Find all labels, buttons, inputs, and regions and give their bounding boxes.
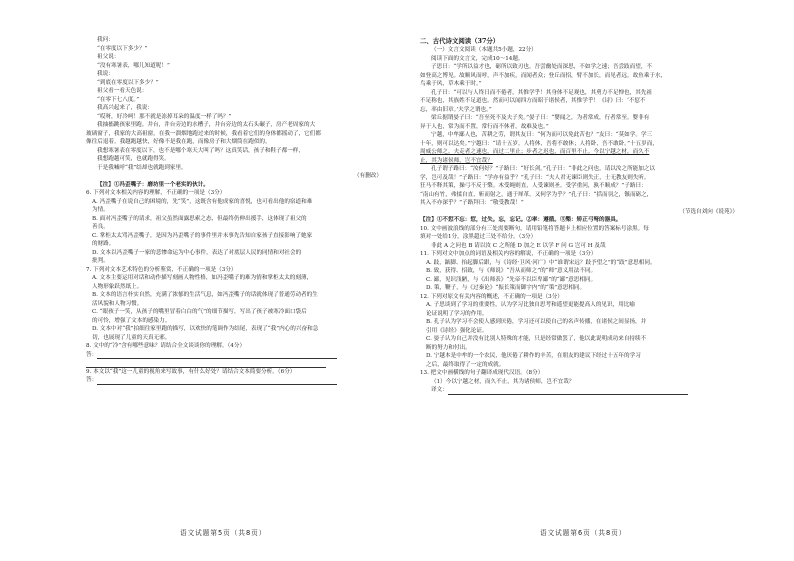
right-text-line	[420, 36, 742, 46]
line-text: 9. 本文以“我”这一儿童的视角来写故事，有什么好处？请结合文本简要分析。（6分）	[86, 368, 296, 375]
line-text: 8. 文中的“冷”含有哪些意味？请结合全文谈谈你的理解。（4分）	[86, 343, 246, 349]
left-text-line	[86, 147, 386, 156]
line-text: C. 鄙，见识浅陋，与《出师表》“先帝不以臣卑鄙”的“鄙”意思相同。	[426, 276, 597, 283]
line-text: 于是我喊呼“我”结却也就跑到家里。	[97, 164, 187, 171]
line-text: （节选自刘向《说苑》）	[679, 208, 738, 215]
left-text-line	[86, 45, 386, 54]
right-text-line	[420, 97, 742, 106]
line-text: 孔子曰：“可以与人终日而不倦者，其惟学乎！其身体不足观也，其勇力不足惮也，其先祖	[431, 89, 653, 96]
left-text-line	[86, 359, 386, 368]
line-text: 忘，率由旧章。’夫学之谓也。”	[420, 106, 492, 113]
line-text: 【注】①不愆不忘：愆，过失。忘，忘记。②率：遵循。③檠：矫正弓弩的器具。	[420, 217, 622, 223]
left-text-line	[86, 70, 386, 79]
line-text: A. 冯歪嘴子在说自己的困境的，先“笑”，这既含有他成家的喜悦，也可看出他的宿道和难	[92, 198, 313, 205]
left-text-line	[86, 53, 386, 62]
line-text: A. 子思谈到了学习的重要性，认为学习比独自思考和遥望更能提高人的见识，用比喻	[426, 302, 635, 308]
line-text: B. 孔子认为学习不会使人感到厌倦，学习还可以使自己的名声传播，在诸侯之间显扬，并	[426, 319, 647, 325]
line-text: 玻璃窗子，我家的大高祖窗，在我一溜烟地跑过来的时候，我看着它们的身体都摇动了，它们都	[86, 130, 321, 137]
right-text-line	[420, 208, 742, 217]
line-text: 祖父说：	[97, 54, 120, 60]
right-text-line	[420, 327, 742, 336]
right-text-line	[420, 216, 742, 225]
line-text: 像往后退着。我越跑越快，好像不是我在跑，而像房子和大烟筒在跑似的。	[86, 139, 271, 145]
line-text: A. 跂，踮脚、抬起脚后跟，与《诗经·卫风·河广》中“谁谓宋远？跂予望之”的“跂”意思相同。	[426, 259, 656, 266]
line-text: 我说：	[97, 71, 114, 77]
right-text-line	[420, 114, 742, 123]
right-text-line	[420, 378, 742, 387]
right-text-line	[420, 233, 742, 242]
right-text-line	[420, 335, 742, 344]
right-text-line	[420, 63, 742, 72]
right-page-footer: 语文试题第6页（共8页）	[540, 529, 627, 537]
right-page	[420, 36, 742, 524]
left-text-line	[86, 249, 386, 258]
left-text-line	[86, 342, 386, 351]
line-text: 止，其为诸侯师，岂不宜哉？	[420, 157, 493, 164]
left-page	[86, 36, 386, 524]
line-text: A. 文本主要运用对话和动作描写刻画人物性格，如冯歪嘴子的难为情和掌柜太太的刻薄，	[92, 275, 313, 281]
line-text: 之后，最终取得了一定的成就。	[426, 361, 505, 368]
line-text: 的财路。	[92, 241, 115, 247]
left-text-line	[86, 96, 386, 105]
line-text: 人物形象跃然纸上。	[92, 283, 143, 290]
line-text: 6. 下列对文本相关内容的理解，不正确的一项是（3分）	[86, 190, 226, 196]
right-text-line	[420, 301, 742, 310]
right-text-line	[420, 174, 742, 183]
line-text: “没有寒暑表，哪儿知道呢！”	[97, 62, 170, 69]
line-text: 我想寒暑表在零度以下，也不是哪个寒天大叫了吗？这真笑话，孩子和鞋子都一样，	[97, 147, 304, 154]
right-text-line	[420, 369, 742, 378]
left-text-line	[86, 79, 386, 88]
line-text: “南山有竹，弗揉自直，斩而射之，通于犀革。又何学为乎？”孔子曰：“括而羽之，镞而砺之，	[420, 191, 653, 198]
line-text: 11. 下列对文中加点的词语及相关内容的解说，不正确的一项是（3分）	[420, 251, 597, 257]
line-text: D. 文本以冯歪嘴子一家的悲惨命运为中心事件，表达了对底层人民的同情和对社会的	[92, 249, 302, 256]
left-text-line	[86, 113, 386, 122]
right-text-line	[420, 225, 742, 234]
left-text-line	[86, 164, 386, 173]
left-text-line	[86, 257, 386, 266]
line-text: 二、古代诗文阅读（37分）	[420, 37, 500, 45]
left-text-line	[86, 300, 386, 309]
right-text-line	[420, 259, 742, 268]
line-text: 鸟乘于风，草木乘于时。”	[420, 81, 482, 87]
left-text-line	[86, 138, 386, 147]
left-text-line	[86, 215, 386, 224]
left-page-footer: 语文试题第5页（共8页）	[180, 529, 267, 537]
line-text: 译文：	[431, 387, 448, 393]
line-text: 7. 下列对文本艺术特色的分析鉴赏，不正确的一项是（3分）	[86, 266, 237, 273]
line-text: “在零下七八度。”	[97, 96, 140, 103]
right-text-line	[420, 72, 742, 81]
right-text-line	[420, 123, 742, 132]
right-text-line	[420, 293, 742, 302]
right-text-line	[420, 284, 742, 293]
right-text-line	[420, 199, 742, 208]
line-text: 十年，则可以达矣。”宁越曰：“请十五岁。人将休，吾将不敢休；人将卧，吾不敢卧。”十五岁而，	[420, 140, 658, 147]
line-text: 善良。	[92, 224, 109, 230]
right-text-line	[420, 89, 742, 98]
right-text-line	[420, 55, 742, 64]
left-text-line	[86, 376, 386, 385]
line-text: 梁丘据谓晏子曰：“吾至死不及夫子矣。”晏子曰：“婴闻之，为者常成，行者常至。婴非有	[431, 115, 650, 121]
line-text: C. 掌柜太太骂冯歪嘴子，是因为冯歪嘴子的事件里并未事先告知自家孩子直接影响了她家	[92, 232, 313, 239]
right-text-line	[420, 318, 742, 327]
left-text-line	[86, 368, 386, 377]
left-text-line	[86, 189, 386, 198]
right-text-line	[420, 80, 742, 89]
line-text: 孔子谓子路曰：“汝何好？”子路曰：“好长剑。”孔子曰：“非此之问也，请以汝之所能加之以	[431, 166, 656, 172]
left-text-line	[86, 291, 386, 300]
line-text: “在零度以下多少？”	[97, 45, 148, 52]
line-text: 论证说明了学习的作用。	[426, 310, 488, 317]
answer-blank-line	[97, 378, 337, 385]
right-text-line	[420, 131, 742, 140]
left-text-line	[86, 351, 386, 360]
left-text-line	[86, 62, 386, 71]
line-text: 切，也展现了儿童的天真无邪。	[92, 334, 171, 341]
line-text: 狂马不释其策，操弓不反于檠。木受绳则直，人受谏则圣。受学重问，孰不顺成？”子路曰：	[420, 183, 647, 189]
right-text-line	[420, 191, 742, 200]
right-text-line	[420, 344, 742, 353]
right-text-line	[420, 242, 742, 251]
right-text-line	[420, 310, 742, 319]
line-text: 填对一处给1分，涂黑超过三处不给分。（3分）	[420, 234, 537, 240]
line-text: 子思曰：“学所以益才也，砺所以致刃也。吾尝幽处而深思，不如学之速；吾尝跂而望，不	[431, 64, 653, 70]
line-text: 不足称也，其族姓不足道也。然而可以闻四方而昭于诸侯者，其惟学乎！《诗》曰：‘不愆不	[420, 98, 646, 104]
left-text-line	[86, 274, 386, 283]
line-text: D. 宁越本是中牟的一个农民，他厌倦了耕作的辛苦，在朋友的建议下经过十五年的学习	[426, 353, 641, 359]
left-text-line	[86, 206, 386, 215]
line-text: 12. 下列对原文有关内容的概述，不正确的一项是（3分）	[420, 293, 563, 300]
left-text-line	[86, 232, 386, 241]
left-text-line	[86, 240, 386, 249]
right-text-line	[420, 352, 742, 361]
line-text: B. 文本的语言朴实自然，充满了浓郁的生活气息，如冯歪嘴子的话就体现了普通劳动者的生	[92, 292, 318, 298]
line-text: B. 面对冯歪嘴子的请求，祖父虽然面露思索之态，但最终仍伸出援手，这体现了祖父的	[92, 215, 307, 222]
line-text: 如登高之博见。故顺风而呼，声不加疾，而闻者众；登丘而招，臂不加长，而见者远。故鱼乘于水，	[420, 72, 667, 79]
right-text-line	[420, 46, 742, 55]
line-text: （一）文言文阅读（本题共5小题，22分）	[431, 47, 537, 53]
left-text-line	[86, 36, 386, 45]
line-text: C. 晏子认为自己并没有比别人特殊的才能，只是经常做罢了，他以此说明成功来自持续不	[426, 336, 647, 342]
right-text-line	[420, 148, 742, 157]
right-text-line	[420, 250, 742, 259]
line-text: 阅读下面的文言文，完成10～14题。	[431, 55, 524, 62]
line-text: 断的努力和付出。	[426, 344, 471, 351]
left-text-line	[86, 155, 386, 164]
line-text: 周威公师之。夫走者之速也，而过二里止；步者之迟也，而百里不止。今以宁越之材，而久不	[420, 149, 650, 155]
left-text-line	[86, 181, 386, 190]
left-text-line	[86, 317, 386, 326]
left-text-line	[86, 198, 386, 207]
line-text: （1）今以宁越之材，而久不止，其为诸侯师，岂不宜哉？	[431, 378, 575, 385]
line-text: 引用《诗经》强化论证。	[426, 327, 488, 334]
line-text: 其入不亦深乎？”子路拜曰：“敬受教哉！”	[420, 200, 524, 206]
line-text: C. “眼孩子一笑，从孩子的嘴里冒着白白的气”的细节描写，写出了孩子被寒冷面口袋后	[92, 309, 307, 315]
line-text: 非此 A 之问也 B 请以汝 C 之所能 D 加之 E 以学 F 问 G 岂可 H 及哉	[431, 242, 606, 249]
line-text: 我抽搐跳孩家里跑。井台，井台旁边的水槽子，井台旁边的太石头碾子，房产老周家的大	[97, 122, 316, 128]
line-text: 为情。	[92, 207, 109, 213]
answer-blank-line	[86, 361, 326, 368]
left-text-line	[86, 223, 386, 232]
line-text: D. 策，鞭子，与《过秦论》“振长策而御宇内”的“策”意思相同。	[426, 285, 586, 291]
line-text: D. 文本中对“我”拍细往家里跑的描写，以欢快的笔调作为结尾，表现了“我”内心的兴奋和急	[92, 326, 319, 332]
line-text: 的可怜，增强了文本的感染力。	[92, 317, 171, 324]
line-text: 宁越，中牟鄙人也，苦耕之劳，谓其友曰：“何为而可以免此苦也？”友曰：“莫如学。学三	[431, 132, 653, 138]
left-text-line	[86, 87, 386, 96]
left-text-line	[86, 121, 386, 130]
right-text-line	[420, 267, 742, 276]
left-text-line	[86, 104, 386, 113]
line-text: 我问：	[97, 37, 114, 43]
line-text: 祖父看一看天色说：	[97, 88, 148, 94]
line-text: 活风貌和人物习惯。	[92, 300, 143, 307]
right-text-line	[420, 106, 742, 115]
right-text-line	[420, 182, 742, 191]
line-text: 【注】①冯歪嘴子：磨坊里一个老实的伙计。	[97, 181, 209, 188]
line-text: 答：	[86, 377, 98, 383]
line-text: （有删改）	[354, 173, 382, 179]
line-text: 答：	[86, 351, 98, 358]
left-text-line	[86, 308, 386, 317]
line-text: 异于人也，常为而不置，常行而不休者，故难及也。”	[420, 123, 549, 130]
right-text-line	[420, 361, 742, 370]
line-text: “到底在零度以下多少？”	[97, 79, 159, 86]
line-text: 13. 把文中画横线的句子翻译成现代汉语。（8分）	[420, 370, 544, 376]
line-text: 批判。	[92, 258, 109, 264]
right-text-line	[420, 157, 742, 166]
left-text-line	[86, 172, 386, 181]
line-text: “哎呀，好冷呵！那不就是冻掉耳朵的温度一样了吗？”	[97, 113, 232, 120]
line-text: 10. 文中画波浪线的部分有三处需要断句，请用铅笔将答题卡上相应位置的答案标号涂黑。每	[420, 225, 649, 232]
answer-blank-line	[97, 352, 337, 359]
right-text-line	[420, 386, 742, 395]
line-text: 我想跑越可笑，也就跑得笑。	[97, 156, 170, 162]
left-text-line	[86, 266, 386, 275]
line-text: 学，岂可及哉！”子路曰：“学亦有益乎？”孔子曰：“夫人君无谏臣则失正，士无教友则失听。	[420, 174, 650, 181]
line-text: B. 致，获得、招致，与《师说》“吾从而师之”的“师”意义用法不同。	[426, 268, 597, 274]
right-text-line	[420, 276, 742, 285]
right-text-line	[420, 140, 742, 149]
left-text-line	[86, 334, 386, 343]
right-text-line	[420, 165, 742, 174]
line-text: 我高兴起来了，我说：	[97, 105, 153, 111]
left-text-line	[86, 130, 386, 139]
answer-blank-line	[448, 388, 688, 395]
left-text-line	[86, 283, 386, 292]
left-text-line	[86, 325, 386, 334]
